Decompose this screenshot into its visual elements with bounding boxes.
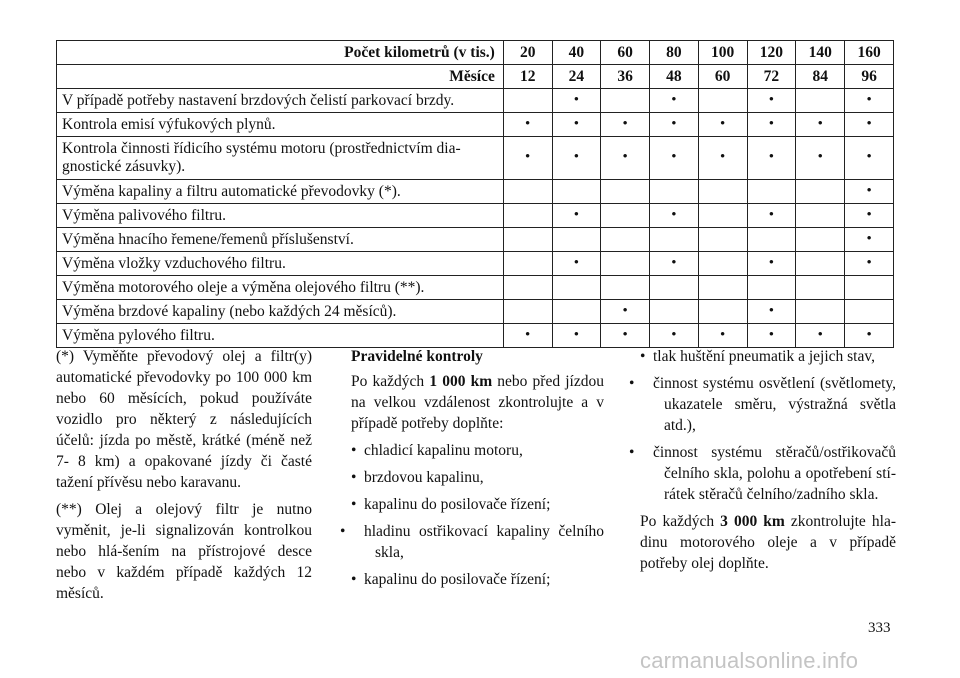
interval-mark-cell xyxy=(796,204,845,228)
interval-mark-cell xyxy=(503,228,552,252)
table-row xyxy=(57,137,894,180)
task-cell: Výměna palivového filtru. xyxy=(57,204,504,228)
interval-mark-cell: • xyxy=(747,113,796,137)
interval-mark-cell: • xyxy=(845,324,894,348)
interval-mark-cell xyxy=(552,228,601,252)
interval-mark-cell: • xyxy=(845,252,894,276)
km-header-cell: 100 xyxy=(698,41,747,65)
interval-mark-cell: • xyxy=(845,113,894,137)
task-cell: Výměna motorového oleje a výměna olejového filtru (**). xyxy=(57,276,504,300)
interval-mark-cell: • xyxy=(552,137,601,180)
km-header-cell: 60 xyxy=(601,41,650,65)
interval-mark-cell xyxy=(649,276,698,300)
months-header-cell: 36 xyxy=(601,65,650,89)
interval-mark-cell: • xyxy=(845,228,894,252)
months-header-label: Měsíce xyxy=(57,65,504,89)
list-item: • tlak huštění pneumatik a jejich stav, xyxy=(640,346,896,367)
interval-mark-cell xyxy=(796,180,845,204)
list-item: • chladicí kapalinu motoru, xyxy=(351,440,604,461)
page-number: 333 xyxy=(868,620,891,636)
interval-mark-cell: • xyxy=(747,252,796,276)
months-header-cell: 96 xyxy=(845,65,894,89)
interval-mark-cell: • xyxy=(698,137,747,180)
interval-mark-cell: • xyxy=(698,113,747,137)
table-row xyxy=(57,180,894,204)
interval-mark-cell: • xyxy=(698,324,747,348)
task-cell: Výměna pylového filtru. xyxy=(57,324,504,348)
interval-mark-cell: • xyxy=(796,137,845,180)
months-header-row xyxy=(57,65,894,89)
interval-mark-cell xyxy=(601,180,650,204)
interval-mark-cell xyxy=(601,204,650,228)
interval-mark-cell xyxy=(601,276,650,300)
list-item: • činnost systému osvětlení (světlomety, ukazatele směru, výstražná světla atd.), xyxy=(640,373,896,436)
interval-mark-cell xyxy=(698,204,747,228)
checks-intro-pre: Po každých xyxy=(351,373,430,390)
checks-intro-km: 1 000 km xyxy=(429,373,493,390)
table-row xyxy=(57,276,894,300)
list-item: • brzdovou kapalinu, xyxy=(351,467,604,488)
interval-mark-cell xyxy=(796,276,845,300)
interval-mark-cell xyxy=(698,89,747,113)
interval-mark-cell xyxy=(747,276,796,300)
interval-mark-cell: • xyxy=(552,252,601,276)
interval-mark-cell: • xyxy=(845,180,894,204)
interval-mark-cell xyxy=(503,300,552,324)
months-header-cell: 72 xyxy=(747,65,796,89)
interval-mark-cell xyxy=(503,204,552,228)
interval-mark-cell: • xyxy=(649,324,698,348)
checks-intro xyxy=(351,371,604,434)
interval-mark-cell xyxy=(503,276,552,300)
checks-list-2 xyxy=(640,346,896,505)
watermark: carmanualsonline.info xyxy=(640,648,859,673)
checks-outro-post: zkontrolujte hla-dinu motorového oleje a v případě potřeby olej doplňte. xyxy=(640,513,896,572)
interval-mark-cell xyxy=(552,276,601,300)
checks-outro xyxy=(640,511,896,574)
km-header-cell: 120 xyxy=(747,41,796,65)
checks-intro-post: nebo před jízdou na velkou vzdálenost zkontrolujte a v případě potřeby doplňte: xyxy=(351,373,604,432)
interval-mark-cell: • xyxy=(552,204,601,228)
interval-mark-cell xyxy=(601,252,650,276)
task-cell: Výměna kapaliny a filtru automatické převodovky (*). xyxy=(57,180,504,204)
interval-mark-cell xyxy=(503,252,552,276)
interval-mark-cell: • xyxy=(503,137,552,180)
interval-mark-cell: • xyxy=(649,137,698,180)
footnote-oil: (**) Olej a olejový filtr je nutno vyměnit, je-li signalizován kontrolkou nebo hlá-šením na přístrojové desce nebo v každém případě každých 12 měsíců. xyxy=(56,501,312,602)
km-header-label: Počet kilometrů (v tis.) xyxy=(57,41,504,65)
interval-mark-cell xyxy=(552,180,601,204)
interval-mark-cell: • xyxy=(845,89,894,113)
task-cell: Výměna brzdové kapaliny (nebo každých 24 měsíců). xyxy=(57,300,504,324)
interval-mark-cell: • xyxy=(796,324,845,348)
months-header-cell: 12 xyxy=(503,65,552,89)
table-row xyxy=(57,89,894,113)
months-header-cell: 24 xyxy=(552,65,601,89)
task-cell: V případě potřeby nastavení brzdových čelistí parkovací brzdy. xyxy=(57,89,504,113)
interval-mark-cell: • xyxy=(503,113,552,137)
interval-mark-cell: • xyxy=(649,252,698,276)
km-header-cell: 20 xyxy=(503,41,552,65)
interval-mark-cell: • xyxy=(552,89,601,113)
table-row xyxy=(57,113,894,137)
interval-mark-cell xyxy=(698,180,747,204)
footnote-transmission: (*) Vyměňte převodový olej a filtr(y) automatické převodovky po 100 000 km nebo 60 měsících, pokud používáte vozidlo pro některý z následujících účelů: jízda po městě, krátké (méně než 7- 8 km) a opakované jízdy či časté tažení přívěsu nebo karavanu. xyxy=(56,348,312,491)
interval-mark-cell xyxy=(503,89,552,113)
list-item: • činnost systému stěračů/ostřikovačů čelního skla, polohu a opotřebení stí-rátek stěračů čelního/zadního skla. xyxy=(640,442,896,505)
interval-mark-cell xyxy=(747,180,796,204)
task-cell: Výměna hnacího řemene/řemenů příslušenství. xyxy=(57,228,504,252)
interval-mark-cell xyxy=(698,252,747,276)
interval-mark-cell: • xyxy=(601,324,650,348)
list-item: • hladinu ostřikovací kapaliny čelního skla, xyxy=(351,521,604,563)
months-header-cell: 84 xyxy=(796,65,845,89)
interval-mark-cell: • xyxy=(747,300,796,324)
interval-mark-cell xyxy=(796,300,845,324)
checks-outro-pre: Po každých xyxy=(640,513,721,530)
interval-mark-cell xyxy=(796,252,845,276)
interval-mark-cell xyxy=(552,300,601,324)
checks-outro-km: 3 000 km xyxy=(720,513,785,530)
interval-mark-cell: • xyxy=(845,204,894,228)
interval-mark-cell xyxy=(649,228,698,252)
interval-mark-cell: • xyxy=(552,324,601,348)
km-header-cell: 80 xyxy=(649,41,698,65)
maintenance-schedule-table xyxy=(56,40,894,348)
interval-mark-cell: • xyxy=(649,204,698,228)
interval-mark-cell xyxy=(698,300,747,324)
interval-mark-cell: • xyxy=(845,137,894,180)
checks-list-1 xyxy=(351,440,604,590)
interval-mark-cell xyxy=(503,180,552,204)
checks-heading: Pravidelné kontroly xyxy=(351,348,483,365)
table-row xyxy=(57,324,894,348)
footnotes-column xyxy=(56,346,312,610)
schedule-body xyxy=(57,89,894,348)
interval-mark-cell xyxy=(845,300,894,324)
table-row xyxy=(57,204,894,228)
interval-mark-cell: • xyxy=(747,89,796,113)
list-item: • kapalinu do posilovače řízení; xyxy=(351,494,604,515)
interval-mark-cell xyxy=(845,276,894,300)
checks-column xyxy=(351,346,604,596)
interval-mark-cell: • xyxy=(601,137,650,180)
interval-mark-cell xyxy=(649,180,698,204)
months-header-cell: 60 xyxy=(698,65,747,89)
interval-mark-cell xyxy=(601,89,650,113)
interval-mark-cell: • xyxy=(747,204,796,228)
interval-mark-cell xyxy=(796,89,845,113)
km-header-cell: 40 xyxy=(552,41,601,65)
task-cell: Kontrola emisí výfukových plynů. xyxy=(57,113,504,137)
task-cell: Kontrola činnosti řídicího systému motoru (prostřednictvím dia-gnostické zásuvky). xyxy=(57,137,504,180)
interval-mark-cell xyxy=(649,300,698,324)
list-item: • kapalinu do posilovače řízení; xyxy=(351,569,604,590)
interval-mark-cell: • xyxy=(601,113,650,137)
interval-mark-cell: • xyxy=(552,113,601,137)
km-header-row xyxy=(57,41,894,65)
interval-mark-cell xyxy=(698,276,747,300)
table-row xyxy=(57,228,894,252)
months-header-cell: 48 xyxy=(649,65,698,89)
km-header-cell: 160 xyxy=(845,41,894,65)
interval-mark-cell: • xyxy=(747,324,796,348)
interval-mark-cell: • xyxy=(649,113,698,137)
interval-mark-cell xyxy=(601,228,650,252)
interval-mark-cell: • xyxy=(747,137,796,180)
interval-mark-cell: • xyxy=(649,89,698,113)
interval-mark-cell: • xyxy=(503,324,552,348)
interval-mark-cell xyxy=(747,228,796,252)
table-row xyxy=(57,300,894,324)
interval-mark-cell xyxy=(796,228,845,252)
interval-mark-cell: • xyxy=(796,113,845,137)
km-header-cell: 140 xyxy=(796,41,845,65)
interval-mark-cell xyxy=(698,228,747,252)
checks-column-continued xyxy=(640,346,896,580)
interval-mark-cell: • xyxy=(601,300,650,324)
task-cell: Výměna vložky vzduchového filtru. xyxy=(57,252,504,276)
table-row xyxy=(57,252,894,276)
